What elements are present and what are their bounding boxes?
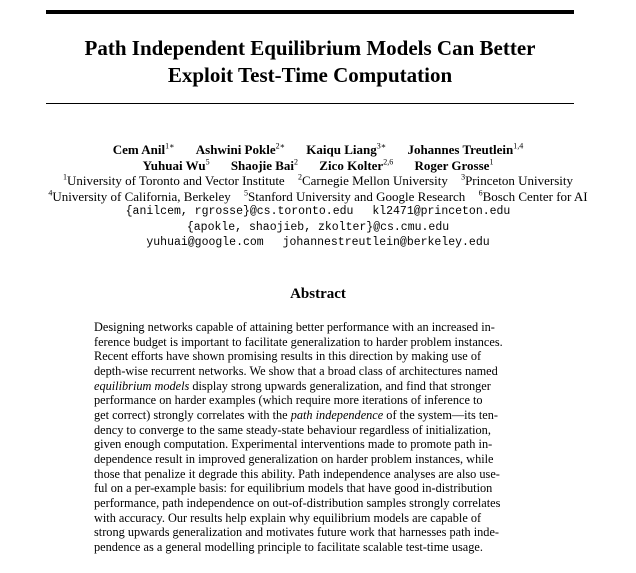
abstract-line bbox=[94, 408, 534, 423]
email-google: yuhuai@google.com bbox=[146, 236, 264, 249]
abstract-line bbox=[94, 349, 534, 364]
abstract-text: ful on a per-example basis: for equilibrium models that have good in-distribution bbox=[94, 481, 493, 496]
abstract-line bbox=[94, 496, 534, 511]
abstract-body bbox=[94, 320, 534, 555]
abstract-line bbox=[94, 467, 534, 482]
abstract-text: Designing networks capable of attaining better performance with an increased in- bbox=[94, 320, 495, 334]
email-princeton: kl2471@princeton.edu bbox=[372, 205, 511, 218]
abstract-text: depth-wise recurrent networks. We show that a broad class of architectures named bbox=[94, 363, 498, 378]
abstract-line bbox=[94, 540, 534, 555]
abstract-line bbox=[94, 364, 534, 379]
abstract-line bbox=[94, 452, 534, 467]
affiliation: $^6$Bosch Center for AI bbox=[478, 188, 588, 204]
abstract-line bbox=[94, 437, 534, 452]
affiliation: $^3$Princeton University bbox=[461, 172, 574, 188]
author: Roger Grosse$^1$ bbox=[414, 157, 494, 173]
paper-title bbox=[46, 35, 574, 89]
email-berkeley: johannestreutlein@berkeley.edu bbox=[282, 236, 490, 249]
bottom-rule bbox=[46, 103, 574, 104]
abstract-line bbox=[94, 379, 534, 394]
abstract-line bbox=[94, 481, 534, 496]
author-block bbox=[10, 142, 626, 251]
abstract-text: with accuracy. Our results help explain why equilibrium models are capable of bbox=[94, 510, 482, 525]
email-toronto: {anilcem, rgrosse}@cs.toronto.edu bbox=[125, 205, 354, 218]
author-line-2 bbox=[10, 158, 626, 174]
affiliation-line-1 bbox=[10, 173, 626, 189]
abstract-text: Recent efforts have shown promising results in this direction by making use of bbox=[94, 349, 482, 364]
email-cmu: {apokle, shaojieb, zkolter}@cs.cmu.edu bbox=[186, 220, 450, 234]
abstract-line bbox=[94, 525, 534, 540]
abstract-text: pendence as a general modelling principle to facilitate scalable test-time usage. bbox=[94, 539, 483, 554]
affiliation: $^5$Stanford University and Google Research bbox=[243, 188, 466, 204]
abstract-text: get correct) strongly correlates with the bbox=[94, 407, 291, 422]
title-line-1: Path Independent Equilibrium Models Can Better bbox=[84, 36, 536, 60]
abstract-text: of the system—its ten- bbox=[383, 407, 498, 422]
abstract-line bbox=[94, 393, 534, 408]
abstract-text: dency to converge to the same steady-state behaviour regardless of initialization, bbox=[94, 422, 491, 437]
author: Shaojie Bai$^2$ bbox=[230, 157, 299, 173]
abstract-text: display strong upwards generalization, and find that stronger bbox=[189, 378, 491, 393]
author: Zico Kolter$^{2,6}$ bbox=[319, 157, 394, 173]
author: Johannes Treutlein$^{1,4}$ bbox=[407, 141, 524, 157]
author-line-1 bbox=[10, 142, 626, 158]
author: Ashwini Pokle$^{2∗}$ bbox=[195, 141, 286, 157]
abstract-line bbox=[94, 423, 534, 438]
abstract-text: performance on harder examples (which require more iterations of inference to bbox=[94, 393, 483, 408]
abstract-heading: Abstract bbox=[290, 286, 346, 302]
abstract-line bbox=[94, 335, 534, 350]
author: Kaiqu Liang$^{3∗}$ bbox=[306, 141, 387, 157]
abstract-text: strong upwards generalization and motivates future work that harnesses path inde- bbox=[94, 525, 499, 540]
title-line-2: Exploit Test-Time Computation bbox=[167, 63, 453, 87]
author: Yuhuai Wu$^5$ bbox=[142, 157, 210, 173]
abstract-text: dependence result in improved generalization on harder problem instances, while bbox=[94, 451, 494, 466]
emphasized-term: path independence bbox=[290, 407, 384, 422]
affiliation: $^4$University of California, Berkeley bbox=[48, 188, 231, 204]
abstract-line bbox=[94, 320, 534, 335]
email-line-1 bbox=[10, 204, 626, 220]
emphasized-term: equilibrium models bbox=[94, 378, 190, 393]
author: Cem Anil$^{1∗}$ bbox=[112, 141, 175, 157]
abstract-text: performance, path independence on out-of-distribution samples strongly correlates bbox=[94, 495, 501, 510]
affiliation: $^2$Carnegie Mellon University bbox=[297, 172, 448, 188]
affiliation: $^1$University of Toronto and Vector Institute bbox=[62, 172, 285, 188]
email-line-3 bbox=[10, 235, 626, 251]
abstract-text: given enough computation. Experimental interventions made to promote path in- bbox=[94, 437, 493, 452]
abstract-text: ference budget is important to facilitate generalization to harder problem instances. bbox=[94, 334, 503, 349]
abstract-text: those that penalize it degrade this ability. Path independence analyses are also use- bbox=[94, 466, 500, 481]
affiliation-line-2 bbox=[10, 189, 626, 205]
abstract-line bbox=[94, 511, 534, 526]
email-line-2 bbox=[10, 220, 626, 236]
top-rule bbox=[46, 10, 574, 14]
